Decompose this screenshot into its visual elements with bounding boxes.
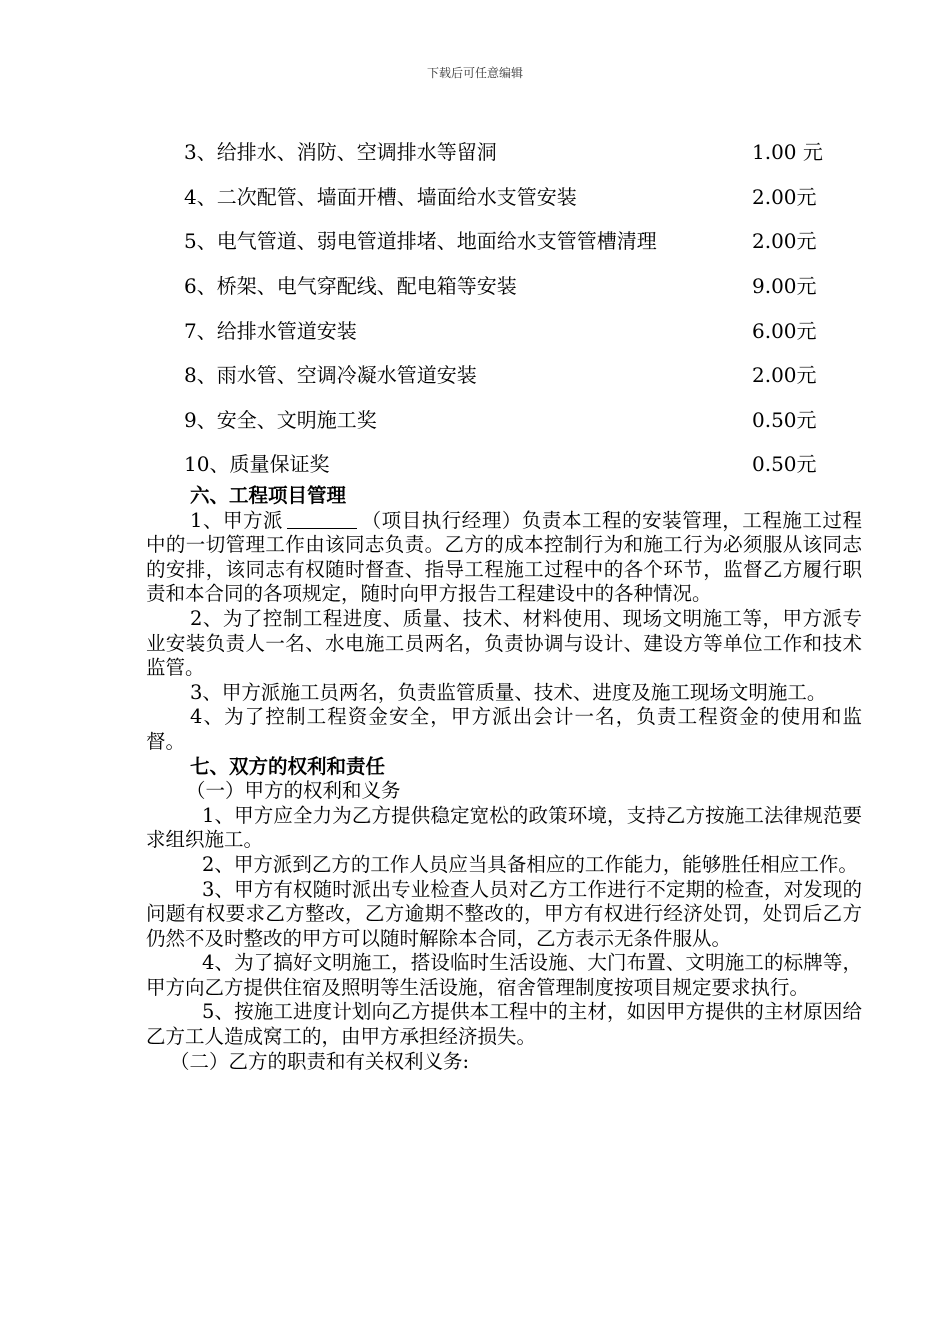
fee-item bbox=[184, 406, 834, 434]
fee-item bbox=[184, 183, 834, 211]
fee-item-price: 0.50元 bbox=[752, 408, 817, 432]
fee-item bbox=[184, 227, 834, 255]
fee-item-price: 2.00元 bbox=[752, 229, 817, 253]
contract-body bbox=[146, 484, 862, 1074]
paragraph-text: （项目执行经理）负责本工程的安装管理，工程施工过程中的一切管理工作由该同志负责。乙方的成本控制行为和施工行为必须服从该同志的安排，该同志有权随时督查、指导工程施工过程中的各个环节，监督乙方履行职责和本合同的各项规定，随时向甲方报告工程建设中的各种情况。 bbox=[146, 508, 862, 606]
fee-item-label: 10、质量保证奖 bbox=[184, 452, 330, 476]
fee-item-price: 0.50元 bbox=[752, 452, 817, 476]
section-7-title: 七、双方的权利和责任 bbox=[190, 754, 386, 778]
fee-item-price: 2.00元 bbox=[752, 363, 817, 387]
fee-item-label: 3、给排水、消防、空调排水等留洞 bbox=[184, 140, 497, 164]
subsection-title: （二）乙方的职责和有关权利义务: bbox=[170, 1049, 470, 1073]
fee-item bbox=[184, 361, 834, 389]
fee-item-label: 5、电气管道、弱电管道排堵、地面给水支管管槽清理 bbox=[184, 229, 657, 253]
fee-item-label: 9、安全、文明施工奖 bbox=[184, 408, 377, 432]
section-7-paragraph: 2、甲方派到乙方的工作人员应当具备相应的工作能力，能够胜任相应工作。 bbox=[202, 852, 858, 876]
section-6-paragraph: 3、甲方派施工员两名，负责监管质量、技术、进度及施工现场文明施工。 bbox=[190, 680, 827, 704]
fee-item bbox=[184, 450, 834, 478]
fee-item bbox=[184, 138, 834, 166]
section-7-paragraph: 3、甲方有权随时派出专业检查人员对乙方工作进行不定期的检查，对发现的问题有权要求乙方整改，乙方逾期不整改的，甲方有权进行经济处罚，处罚后乙方仍然不及时整改的甲方可以随时解除本合同，乙方表示无条件服从。 bbox=[146, 877, 862, 950]
section-6-paragraph: 2、为了控制工程进度、质量、技术、材料使用、现场文明施工等，甲方派专业安装负责人一名、水电施工员两名，负责协调与设计、建设方等单位工作和技术监管。 bbox=[146, 606, 862, 680]
fee-item-label: 8、雨水管、空调冷凝水管道安装 bbox=[184, 363, 477, 387]
fee-item-price: 2.00元 bbox=[752, 185, 817, 209]
section-7-paragraph: 1、甲方应全力为乙方提供稳定宽松的政策环境，支持乙方按施工法律规范要求组织施工。 bbox=[146, 803, 862, 852]
fee-item-price: 1.00 元 bbox=[752, 140, 823, 164]
fill-in-blank bbox=[287, 510, 357, 529]
subsection-title: （一）甲方的权利和义务 bbox=[186, 779, 401, 803]
fee-item-label: 7、给排水管道安装 bbox=[184, 319, 357, 343]
fee-item bbox=[184, 317, 834, 345]
paragraph-text: 1、甲方派 bbox=[190, 508, 284, 532]
section-7-paragraph: 5、按施工进度计划向乙方提供本工程中的主材，如因甲方提供的主材原因给乙方工人造成窝工的，由甲方承担经济损失。 bbox=[146, 1000, 862, 1049]
fee-item-label: 6、桥架、电气穿配线、配电箱等安装 bbox=[184, 274, 517, 298]
fee-item bbox=[184, 272, 834, 300]
section-6-paragraph bbox=[146, 509, 862, 607]
section-6-paragraph: 4、为了控制工程资金安全，甲方派出会计一名，负责工程资金的使用和监督。 bbox=[146, 705, 862, 753]
section-6-title: 六、工程项目管理 bbox=[190, 484, 347, 507]
fee-item-label: 4、二次配管、墙面开槽、墙面给水支管安装 bbox=[184, 185, 577, 209]
page-header: 下载后可任意编辑 bbox=[426, 66, 523, 80]
fee-item-price: 9.00元 bbox=[752, 274, 817, 298]
fee-item-price: 6.00元 bbox=[752, 319, 817, 343]
section-7-paragraph: 4、为了搞好文明施工，搭设临时生活设施、大门布置、文明施工的标牌等，甲方向乙方提供住宿及照明等生活设施，宿舍管理制度按项目规定要求执行。 bbox=[146, 951, 862, 999]
